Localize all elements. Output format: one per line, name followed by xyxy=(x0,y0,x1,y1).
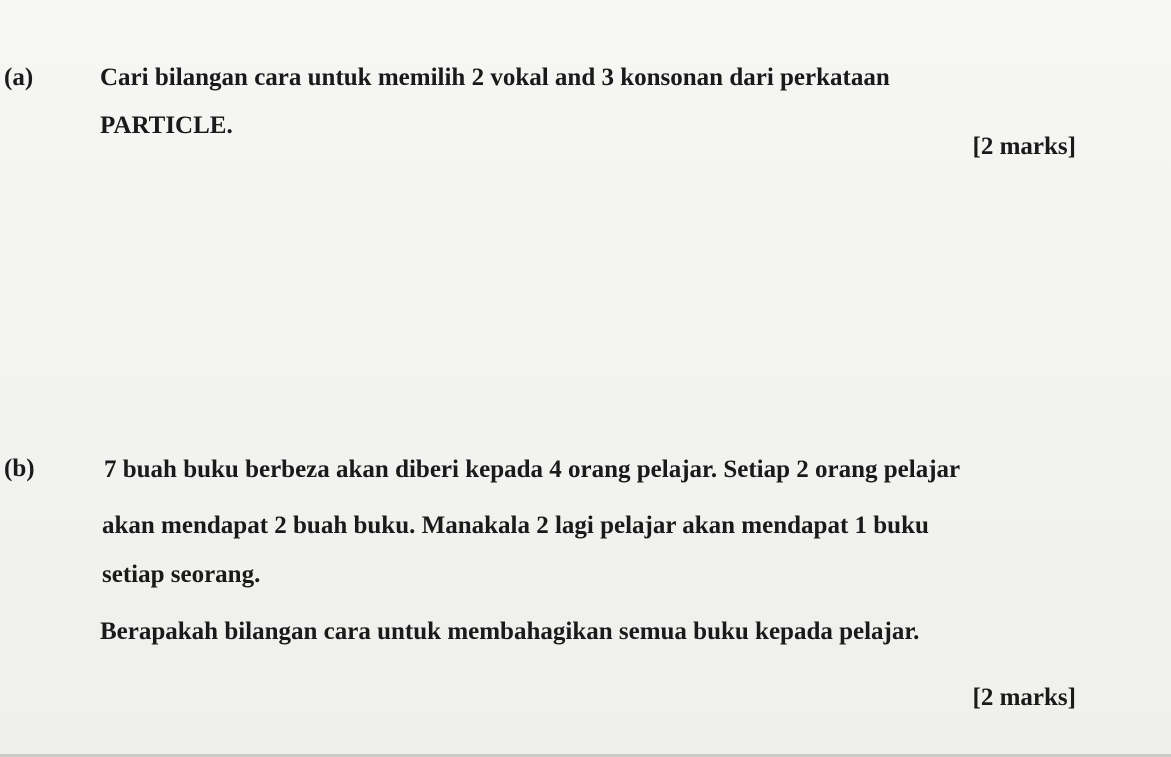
question-b-line-4: Berapakah bilangan cara untuk membahagikan semua buku kepada pelajar. xyxy=(100,618,920,645)
question-b-line-3: setiap seorang. xyxy=(102,561,261,588)
question-a-line-1: Cari bilangan cara untuk memilih 2 vokal and 3 konsonan dari perkataan xyxy=(100,64,890,91)
question-a-marks: [2 marks] xyxy=(972,133,1076,160)
question-b-line-2: akan mendapat 2 buah buku. Manakala 2 lagi pelajar akan mendapat 1 buku xyxy=(102,512,929,539)
question-b-label: (b) xyxy=(4,455,35,482)
question-a-label: (a) xyxy=(4,64,34,91)
question-a-line-2: PARTICLE. xyxy=(100,112,233,139)
question-b-marks: [2 marks] xyxy=(972,684,1076,711)
question-b-line-1: 7 buah buku berbeza akan diberi kepada 4 orang pelajar. Setiap 2 orang pelajar xyxy=(104,456,961,483)
